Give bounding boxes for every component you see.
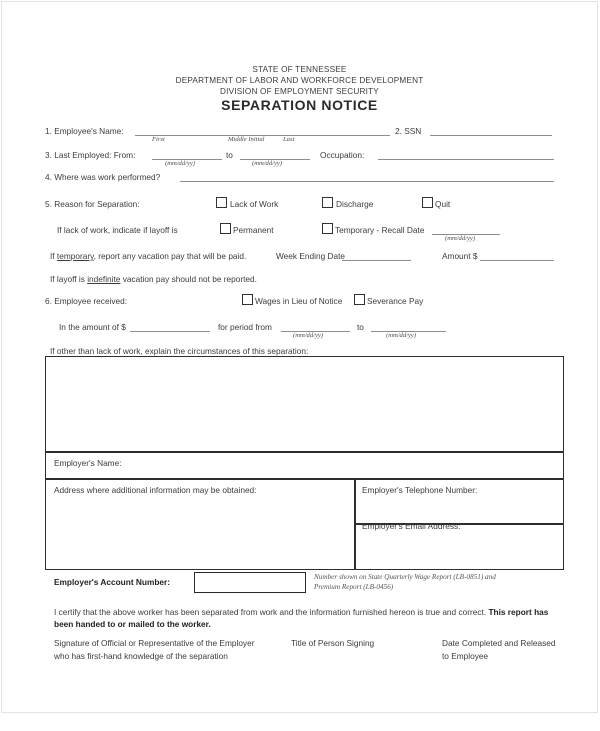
employer-name-field[interactable] — [45, 452, 564, 479]
title-of-person-signing-label: Title of Person Signing — [291, 638, 375, 648]
certification-paragraph: I certify that the above worker has been separated from work and the information furnished hereon is true and correct. This report has been handed to or mailed to the worker. — [54, 607, 549, 629]
employer-account-number-input[interactable] — [194, 572, 306, 593]
signature-official-line-2: who has first-hand knowledge of the separation — [54, 650, 228, 661]
employee-name-middle-sublabel: Middle Initial — [228, 136, 265, 143]
employee-name-first-sublabel: First — [152, 136, 165, 143]
week-ending-date-label: Week Ending Date — [276, 251, 346, 261]
checkbox-discharge[interactable] — [322, 197, 333, 208]
received-period-from-label: for period from — [218, 322, 272, 332]
recall-date-format: (mm/dd/yy) — [445, 235, 476, 242]
explanation-prompt: If other than lack of work, explain the circumstances of this separation: — [50, 346, 309, 356]
employee-name-label: 1. Employee's Name: — [45, 126, 124, 136]
employer-name-label: Employer's Name: — [54, 458, 122, 468]
account-number-note-line-2: Premium Report (LB-0456) — [314, 583, 394, 591]
explanation-textarea[interactable] — [45, 356, 564, 452]
received-amount-input[interactable] — [130, 331, 210, 332]
occupation-input[interactable] — [378, 159, 554, 160]
checkbox-permanent[interactable] — [220, 223, 231, 234]
checkbox-temporary[interactable] — [322, 223, 333, 234]
received-period-to-label: to — [357, 322, 364, 332]
received-amount-label: In the amount of $ — [59, 322, 126, 332]
reason-for-separation-label: 5. Reason for Separation: — [45, 199, 140, 209]
week-ending-date-input[interactable] — [342, 260, 411, 261]
checkbox-quit[interactable] — [422, 197, 433, 208]
temporary-vacation-pay-text: If temporary, report any vacation pay that will be paid. — [50, 251, 247, 261]
indefinite-layoff-text: If layoff is indefinite vacation pay should not be reported. — [50, 274, 257, 284]
employer-telephone-label: Employer's Telephone Number: — [362, 485, 478, 495]
agency-department-line: DEPARTMENT OF LABOR AND WORKFORCE DEVELOPMENT — [175, 76, 424, 85]
where-performed-input[interactable] — [180, 181, 554, 182]
vacation-amount-label: Amount $ — [442, 251, 478, 261]
page-title: SEPARATION NOTICE — [221, 97, 378, 113]
occupation-label: Occupation: — [320, 150, 365, 160]
last-employed-from-format: (mm/dd/yy) — [165, 160, 196, 167]
checkbox-lack-of-work-label: Lack of Work — [230, 199, 279, 209]
checkbox-severance-pay-label: Severance Pay — [367, 296, 424, 306]
ssn-label: 2. SSN — [395, 126, 422, 136]
employer-account-number-label: Employer's Account Number: — [54, 577, 170, 587]
agency-state-line: STATE OF TENNESSEE — [252, 65, 347, 74]
checkbox-severance-pay[interactable] — [354, 294, 365, 305]
received-period-from-format: (mm/dd/yy) — [293, 332, 324, 339]
checkbox-quit-label: Quit — [435, 199, 451, 209]
checkbox-temporary-label: Temporary - Recall Date — [335, 225, 425, 235]
checkbox-discharge-label: Discharge — [336, 199, 374, 209]
account-number-note-line-1: Number shown on State Quarterly Wage Report (LB-0851) and — [314, 573, 496, 581]
employee-received-label: 6. Employee received: — [45, 296, 128, 306]
date-completed-line-1: Date Completed and Released — [442, 638, 556, 648]
date-completed-line-2: to Employee — [442, 650, 489, 661]
last-employed-label: 3. Last Employed: From: — [45, 150, 136, 160]
ssn-input[interactable] — [430, 135, 552, 136]
employer-address-label: Address where additional information may be obtained: — [54, 485, 257, 495]
date-completed-label — [442, 637, 555, 662]
employer-email-label: Employer's Email Address: — [362, 521, 461, 531]
vacation-amount-input[interactable] — [480, 260, 554, 261]
signature-official-label — [54, 637, 254, 662]
where-performed-label: 4. Where was work performed? — [45, 172, 161, 182]
received-period-to-format: (mm/dd/yy) — [386, 332, 417, 339]
last-employed-to-label: to — [226, 150, 233, 160]
last-employed-to-format: (mm/dd/yy) — [252, 160, 283, 167]
checkbox-wages-in-lieu-of-notice[interactable] — [242, 294, 253, 305]
signature-official-line-1: Signature of Official or Representative of the Employer — [54, 638, 255, 648]
checkbox-lack-of-work[interactable] — [216, 197, 227, 208]
checkbox-wages-in-lieu-of-notice-label: Wages in Lieu of Notice — [255, 296, 343, 306]
separation-notice-form — [1, 1, 598, 713]
employee-name-last-sublabel: Last — [283, 136, 295, 143]
checkbox-permanent-label: Permanent — [233, 225, 274, 235]
layoff-type-label: If lack of work, indicate if layoff is — [57, 225, 178, 235]
agency-division-line: DIVISION OF EMPLOYMENT SECURITY — [220, 87, 379, 96]
